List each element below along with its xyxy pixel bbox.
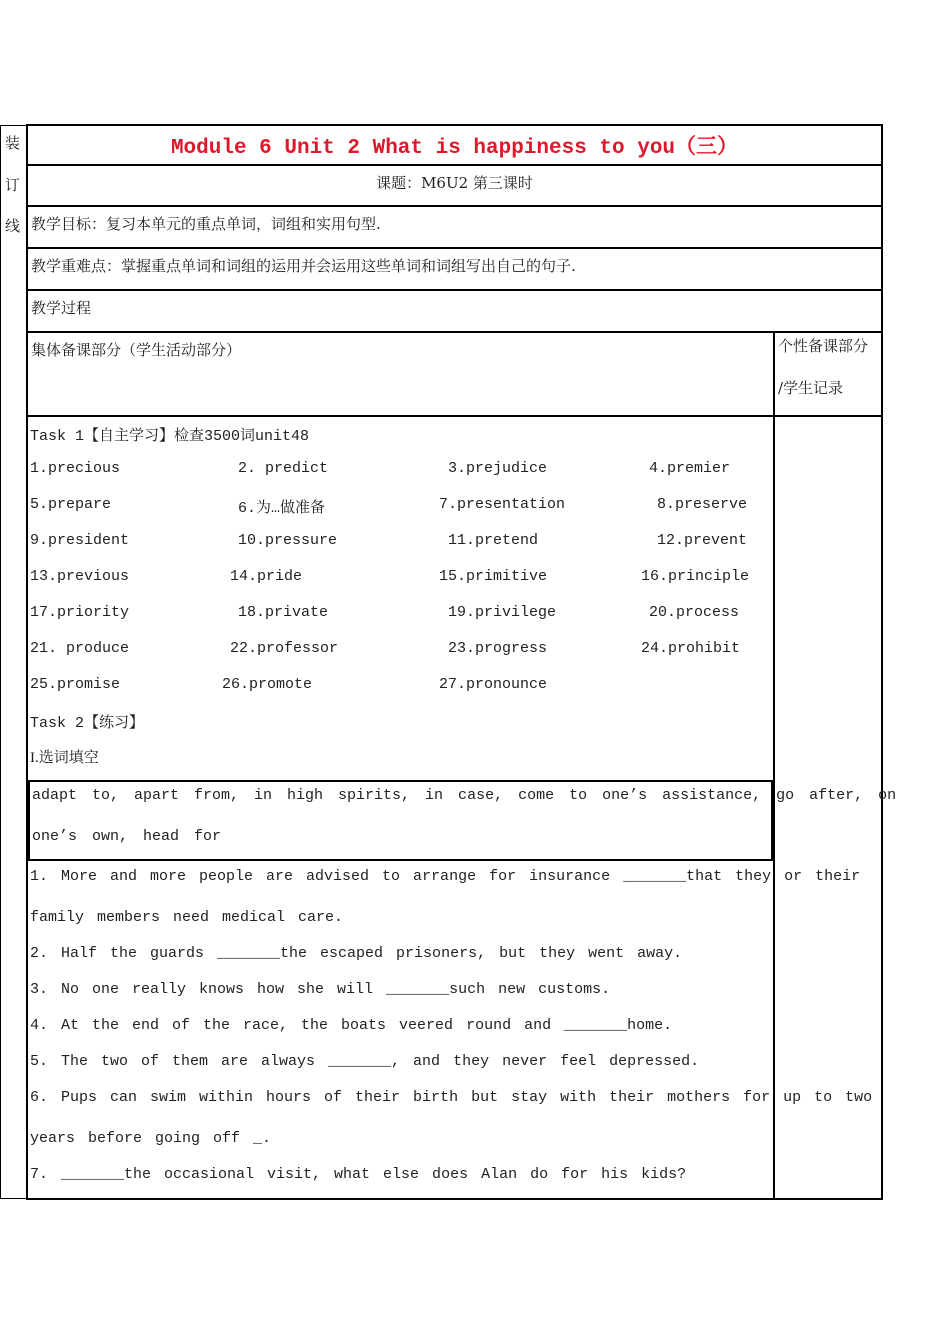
word-item: 22.professor xyxy=(230,640,339,657)
row-divider xyxy=(28,247,881,249)
key-points: 教学重难点：掌握重点单词和词组的运用并会运用这些单词和词组写出自己的句子. xyxy=(31,257,576,275)
lesson-plan-table xyxy=(26,124,897,1200)
word-item: 16.principle xyxy=(641,568,750,585)
row-divider xyxy=(28,289,881,291)
word-item: 18.private xyxy=(238,604,329,621)
word-item: 8.preserve xyxy=(657,496,748,513)
phrase-bank-line: one’s own, head for xyxy=(32,828,222,845)
word-item: 1.precious xyxy=(30,460,121,477)
binding-margin xyxy=(0,125,26,1199)
question-line: 5. The two of them are always _______, and they never feel depressed. xyxy=(30,1053,700,1070)
teaching-objective: 教学目标：复习本单元的重点单词，词组和实用句型. xyxy=(31,215,381,233)
word-item: 14.pride xyxy=(230,568,303,585)
word-item: 11.pretend xyxy=(448,532,539,549)
question-line: 7. _______the occasional visit, what else does Alan do for his kids? xyxy=(30,1166,687,1183)
word-item: 25.promise xyxy=(30,676,121,693)
phrase-bank-line: adapt to, apart from, in high spirits, in case, come to one’s assistance, go after, on xyxy=(32,787,897,804)
word-item: 27.pronounce xyxy=(439,676,548,693)
word-item: 12.prevent xyxy=(657,532,748,549)
word-item: 19.privilege xyxy=(448,604,557,621)
word-item: 15.primitive xyxy=(439,568,548,585)
word-item: 7.presentation xyxy=(439,496,566,513)
question-line: 6. Pups can swim within hours of their birth but stay with their mothers for up to two xyxy=(30,1089,873,1106)
word-item: 13.previous xyxy=(30,568,130,585)
word-item: 4.premier xyxy=(649,460,731,477)
word-item: 20.process xyxy=(649,604,740,621)
word-item: 5.prepare xyxy=(30,496,112,513)
task1-heading: Task 1【自主学习】检查3500词unit48 xyxy=(30,428,310,445)
row-divider xyxy=(28,164,881,166)
question-line: 3. No one really knows how she will _______such new customs. xyxy=(30,981,611,998)
column-divider xyxy=(773,333,775,1198)
row-divider xyxy=(28,415,881,417)
word-item: 6.为…做准备 xyxy=(238,500,326,517)
question-line: family members need medical care. xyxy=(30,909,344,926)
lesson-label: 课题：M6U2 第三课时 xyxy=(376,174,533,192)
word-item: 3.prejudice xyxy=(448,460,548,477)
binding-char: 订 xyxy=(5,176,21,194)
section-heading: I.选词填空 xyxy=(30,750,99,766)
question-line: 2. Half the guards _______the escaped prisoners, but they went away. xyxy=(30,945,683,962)
collective-prep-header: 集体备课部分（学生活动部分） xyxy=(31,341,242,359)
row-divider xyxy=(28,205,881,207)
page-title: Module 6 Unit 2 What is happiness to you（三） xyxy=(170,137,739,160)
word-item: 24.prohibit xyxy=(641,640,741,657)
word-item: 23.progress xyxy=(448,640,548,657)
binding-char: 线 xyxy=(5,217,21,235)
student-record-header: /学生记录 xyxy=(778,379,844,397)
teaching-process: 教学过程 xyxy=(31,299,92,317)
question-line: years before going off _. xyxy=(30,1130,272,1147)
binding-char: 装 xyxy=(5,134,21,152)
word-item: 10.pressure xyxy=(238,532,338,549)
word-item: 17.priority xyxy=(30,604,130,621)
word-item: 9.president xyxy=(30,532,130,549)
question-line: 4. At the end of the race, the boats veered round and _______home. xyxy=(30,1017,673,1034)
phrase-bank-box xyxy=(28,780,897,861)
personal-prep-header: 个性备课部分 xyxy=(778,337,869,355)
word-item: 26.promote xyxy=(222,676,313,693)
task2-heading: Task 2【练习】 xyxy=(30,715,145,732)
word-item: 2. predict xyxy=(238,460,329,477)
question-line: 1. More and more people are advised to arrange for insurance _______that they or their xyxy=(30,868,861,885)
row-divider xyxy=(28,331,881,333)
word-item: 21. produce xyxy=(30,640,130,657)
